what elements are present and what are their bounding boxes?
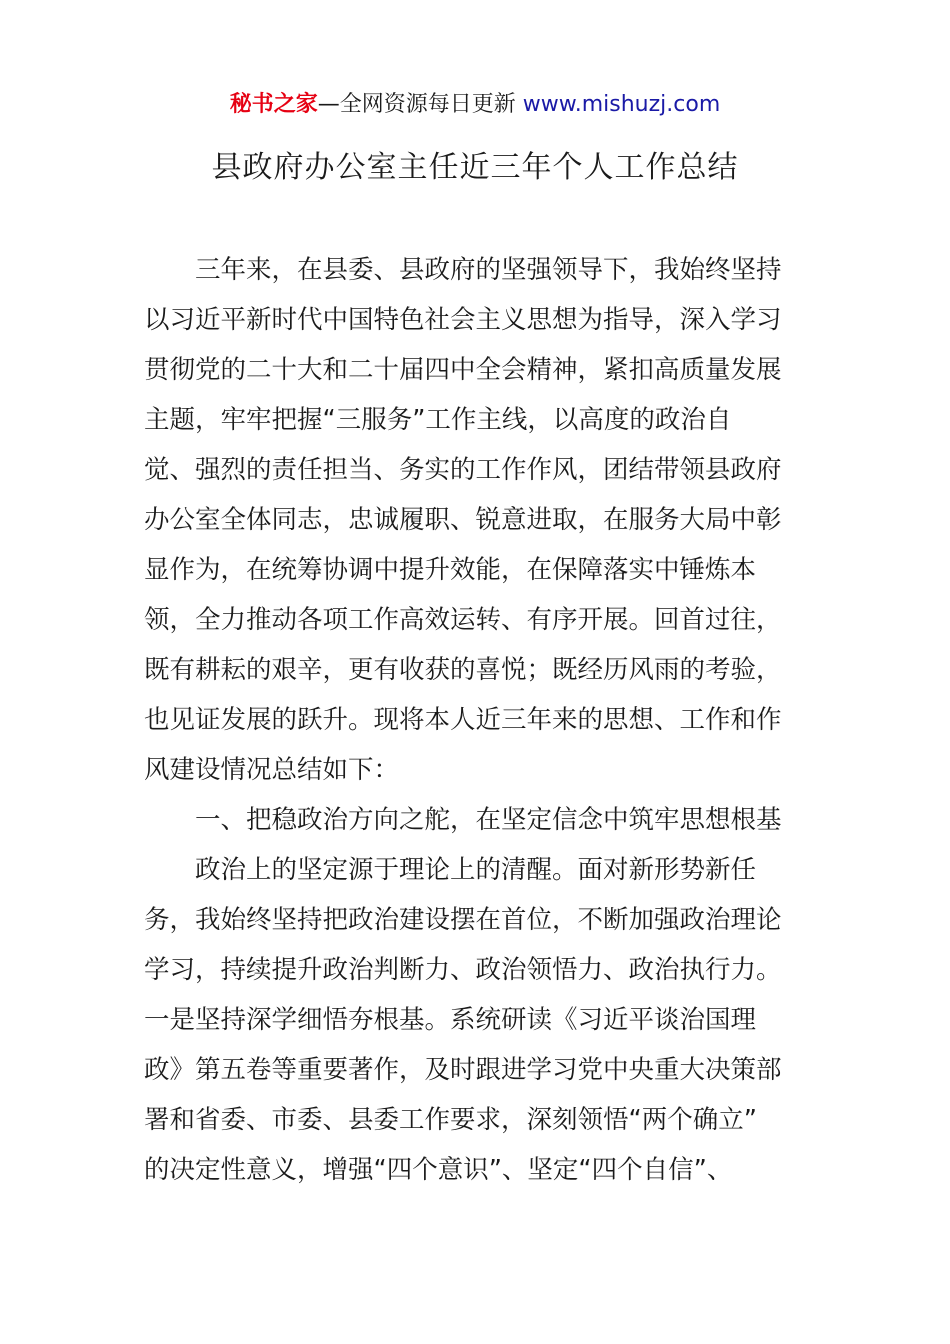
paragraph-line: 觉、强烈的责任担当、务实的工作作风，团结带领县政府 [144,455,782,485]
section-heading: 一、把稳政治方向之舵，在坚定信念中筑牢思想根基 [195,805,782,835]
banner-tagline: —全网资源每日更新 [317,92,516,117]
paragraph-line: 显作为，在统筹协调中提升效能，在保障落实中锤炼本 [144,555,757,585]
paragraph-line: 学习，持续提升政治判断力、政治领悟力、政治执行力。 [144,955,782,985]
paragraph-line: 政》第五卷等重要著作，及时跟进学习党中央重大决策部 [144,1055,782,1085]
document-body [144,245,806,1195]
paragraph-line: 主题，牢牢把握“三服务”工作主线，以高度的政治自 [144,405,732,435]
paragraph-line: 务，我始终坚持把政治建设摆在首位，不断加强政治理论 [144,905,782,935]
site-banner [0,90,950,120]
paragraph-line: 也见证发展的跃升。现将本人近三年来的思想、工作和作 [144,705,782,735]
paragraph-line: 贯彻党的二十大和二十届四中全会精神，紧扣高质量发展 [144,355,782,385]
site-url-link[interactable]: www.mishuzj.com [522,92,721,117]
paragraph-line: 一是坚持深学细悟夯根基。系统研读《习近平谈治国理 [144,1005,757,1035]
paragraph-line: 三年来，在县委、县政府的坚强领导下，我始终坚持 [195,255,782,285]
paragraph-line: 风建设情况总结如下： [144,755,400,785]
paragraph-line: 署和省委、市委、县委工作要求，深刻领悟“两个确立” [144,1105,757,1135]
paragraph-line: 的决定性意义，增强“四个意识”、坚定“四个自信”、 [144,1155,733,1185]
paragraph-line: 领，全力推动各项工作高效运转、有序开展。回首过往， [144,605,782,635]
paragraph-line: 既有耕耘的艰辛，更有收获的喜悦；既经历风雨的考验， [144,655,782,685]
document-title: 县政府办公室主任近三年个人工作总结 [211,150,739,185]
paragraph-line: 政治上的坚定源于理论上的清醒。面对新形势新任 [195,855,757,885]
paragraph-line: 以习近平新时代中国特色社会主义思想为指导，深入学习 [144,305,782,335]
brand-name: 秘书之家 [229,92,318,117]
paragraph-line: 办公室全体同志，忠诚履职、锐意进取，在服务大局中彰 [144,505,782,535]
